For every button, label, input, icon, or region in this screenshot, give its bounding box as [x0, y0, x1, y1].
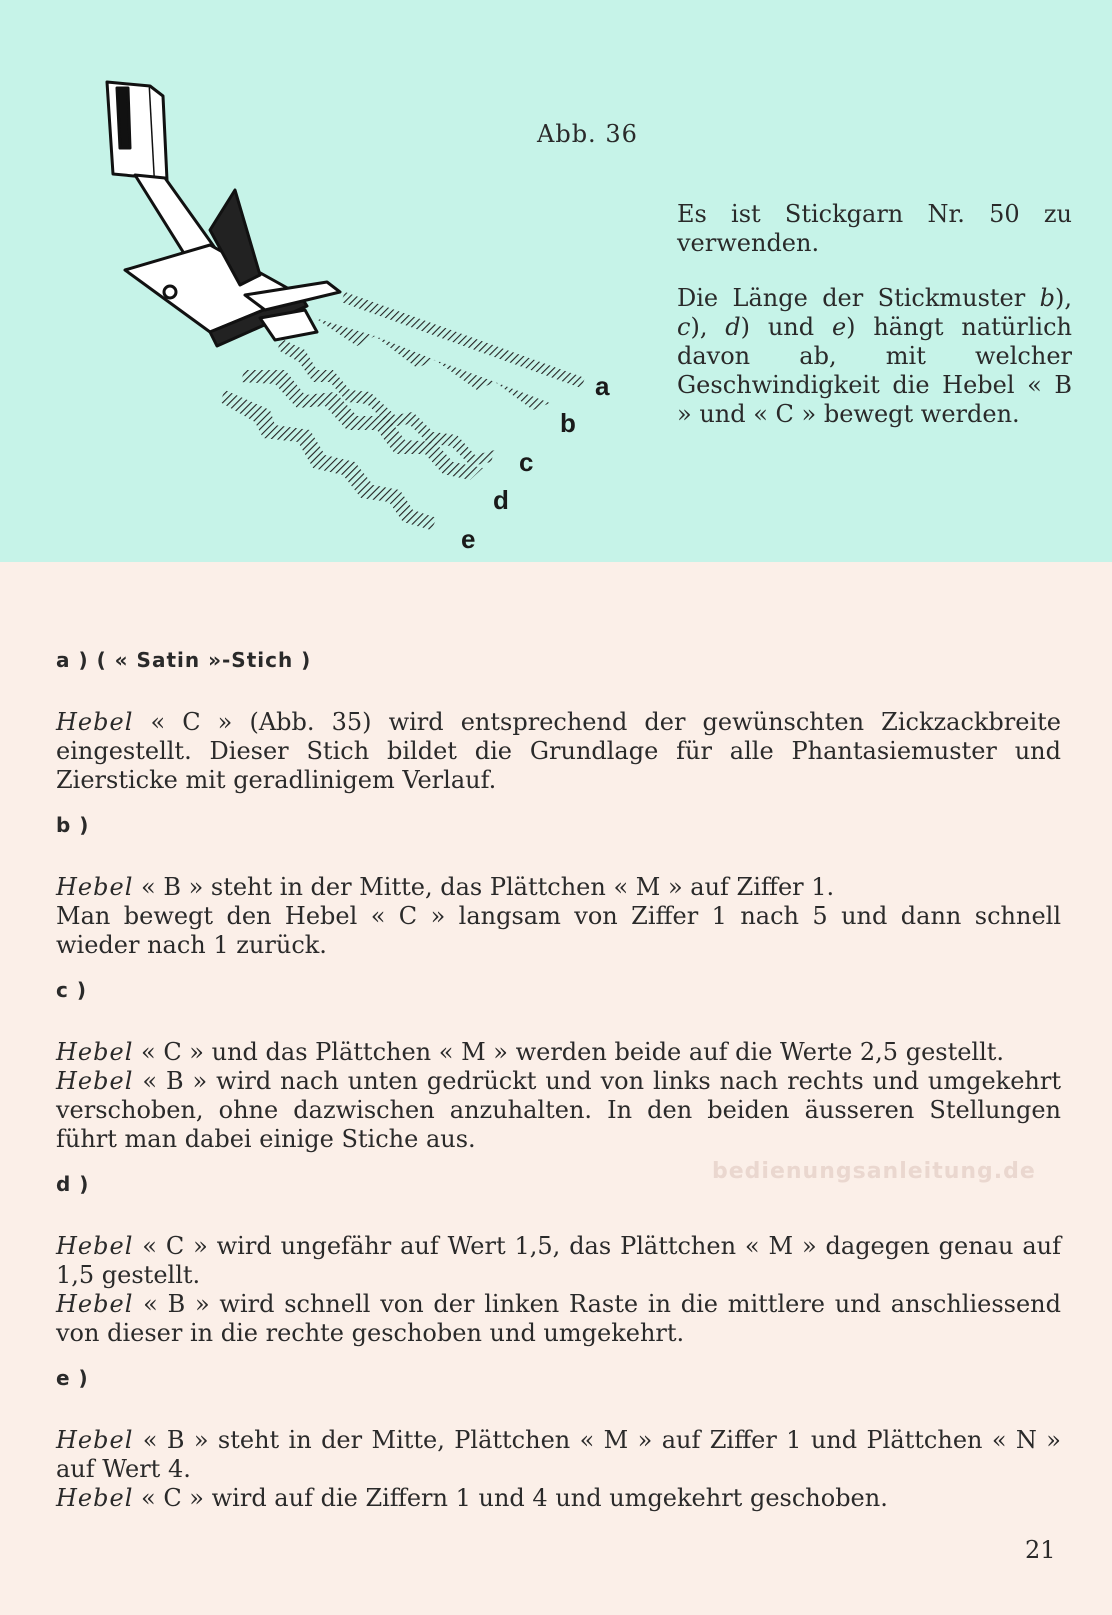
lever-lead: Hebel: [56, 1426, 134, 1454]
page-number: 21: [1025, 1536, 1056, 1564]
intro-text-part: Die Länge der Stickmuster: [677, 284, 1040, 312]
section-d-body: [56, 1232, 1061, 1348]
section-a-heading: a ) ( « Satin »-Stich ): [56, 648, 312, 672]
watermark: bedienungsanleitung.de: [712, 1159, 1036, 1184]
stitch-pattern-d: [240, 370, 483, 480]
section-d-text-2: « B » wird schnell von der linken Raste in die mittlere und anschliessend von dieser in die rechte geschoben und umgekehrt.: [56, 1290, 1061, 1347]
instructions: [56, 648, 1061, 1513]
pattern-ref-e: e: [831, 313, 847, 341]
lever-lead: Hebel: [56, 1038, 134, 1066]
intro-text: [677, 200, 1072, 455]
pattern-ref-d: d: [725, 313, 741, 341]
intro-text-part: ),: [690, 313, 726, 341]
section-e-text: « B » steht in der Mitte, Plättchen « M » auf Ziffer 1 und Plättchen « N » auf Wert 4.: [56, 1426, 1061, 1483]
pattern-ref-b: b: [1039, 284, 1055, 312]
presser-foot-icon: [107, 82, 340, 346]
intro-paragraph-yarn: Es ist Stickgarn Nr. 50 zu verwenden.: [677, 200, 1072, 257]
lever-lead: Hebel: [56, 873, 134, 901]
section-b-heading: b ): [56, 813, 90, 837]
section-c-text-2: « B » wird nach unten gedrückt und von links nach rechts und umgekehrt verschoben, ohne dazwischen anzuhalten. In den beiden äusseren Stellungen führt man dabei einige Stiche aus.: [56, 1067, 1061, 1153]
section-c-heading: c ): [56, 978, 87, 1002]
intro-text-part: ) und: [740, 313, 832, 341]
lever-lead: Hebel: [56, 1067, 134, 1095]
section-b-text: « B » steht in der Mitte, das Plättchen « M » auf Ziffer 1.: [133, 873, 835, 901]
stitch-pattern-e: [220, 390, 437, 530]
label-c: c: [519, 447, 534, 477]
lever-lead: Hebel: [56, 1232, 134, 1260]
section-a-text: « C » (Abb. 35) wird entsprechend der gewünschten Zickzackbreite eingestellt. Dieser Stich bildet die Grundlage für alle Phantasiemuster und Ziersticke mit geradlinigem Verlauf.: [56, 708, 1061, 794]
section-e-body: [56, 1426, 1061, 1513]
section-b-body: [56, 873, 1061, 960]
intro-text-part: ),: [1055, 284, 1072, 312]
label-d: d: [493, 485, 509, 515]
pattern-ref-c: c: [677, 313, 691, 341]
label-a: a: [595, 371, 610, 401]
section-b-text-2: Man bewegt den Hebel « C » langsam von Ziffer 1 nach 5 und dann schnell wieder nach 1 zurück.: [56, 902, 1061, 959]
section-a-body: [56, 708, 1061, 795]
lever-lead: Hebel: [56, 1290, 134, 1318]
lever-lead: Hebel: [56, 1484, 134, 1512]
lever-lead: Hebel: [56, 708, 134, 736]
label-b: b: [560, 408, 576, 438]
section-e-heading: e ): [56, 1366, 89, 1390]
intro-paragraph-length: [677, 284, 1072, 429]
section-d-text: « C » wird ungefähr auf Wert 1,5, das Plättchen « M » dagegen genau auf 1,5 gestellt.: [56, 1232, 1061, 1289]
section-e-text-2: « C » wird auf die Ziffern 1 und 4 und umgekehrt geschoben.: [133, 1484, 888, 1512]
figure-caption: Abb. 36: [537, 120, 638, 148]
section-c-body: [56, 1038, 1061, 1154]
intro-text-part: ) hängt natürlich davon ab, mit welcher Geschwindigkeit die Hebel « B » und « C » bewegt werden.: [677, 313, 1072, 428]
label-e: e: [461, 524, 476, 554]
section-c-text: « C » und das Plättchen « M » werden beide auf die Werte 2,5 gestellt.: [133, 1038, 1005, 1066]
section-d-heading: d ): [56, 1172, 90, 1196]
